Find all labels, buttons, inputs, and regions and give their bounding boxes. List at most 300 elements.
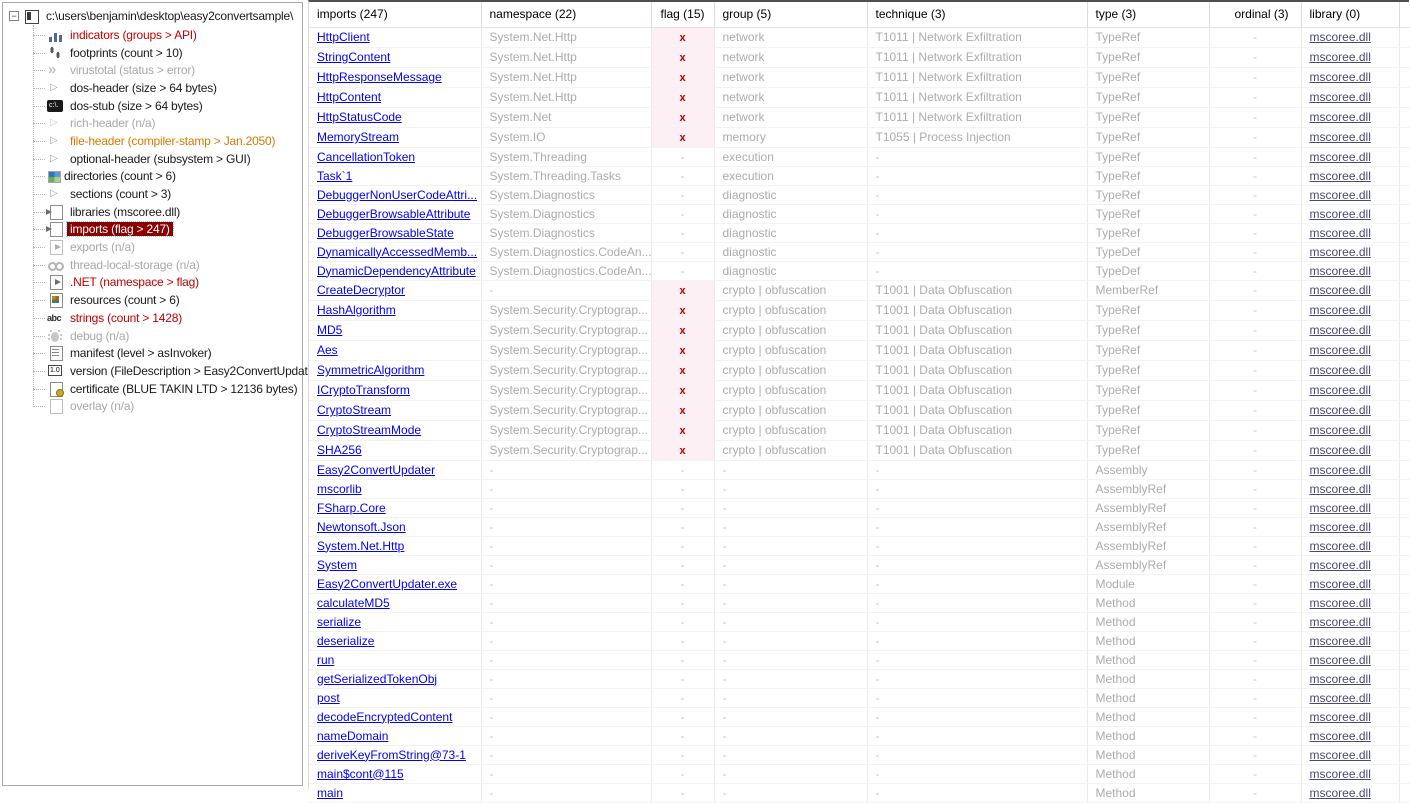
cell-import <box>309 612 481 631</box>
tree-item-rich-header[interactable] <box>3 114 302 132</box>
cell-library <box>1301 745 1399 764</box>
table-row[interactable] <box>309 280 1410 300</box>
table-row[interactable] <box>309 764 1410 783</box>
table-row[interactable] <box>309 47 1410 67</box>
namespace-value: System.Diagnostics <box>489 225 595 240</box>
cell-namespace <box>481 440 651 460</box>
table-row[interactable] <box>309 261 1410 280</box>
library-link[interactable]: mscoree.dll <box>1309 785 1371 800</box>
flag-x-marker: x <box>679 344 686 357</box>
type-value: TypeRef <box>1095 383 1141 397</box>
table-row[interactable] <box>309 783 1410 802</box>
table-row[interactable] <box>309 147 1410 166</box>
import-link[interactable]: main$cont@115 <box>317 766 404 781</box>
table-row[interactable] <box>309 420 1410 440</box>
tree-item-thread-local-storage[interactable] <box>3 256 302 274</box>
library-link[interactable]: mscoree.dll <box>1309 747 1371 762</box>
cell-flag <box>651 631 714 650</box>
cell-library <box>1301 555 1399 574</box>
tree-root-label: c:\users\benjamin\desktop\easy2convertsample\ <box>46 9 294 23</box>
imports-table-panel <box>308 0 1409 800</box>
cell-import <box>309 536 481 555</box>
tree-item-sections[interactable] <box>3 185 302 203</box>
cell-namespace <box>481 574 651 593</box>
ordinal-value: - <box>1253 633 1257 648</box>
column-header-technique[interactable]: technique (3) <box>867 2 1087 27</box>
cell-flag <box>651 242 714 261</box>
import-link[interactable]: CreateDecryptor <box>317 283 406 297</box>
type-value: TypeRef <box>1095 70 1141 84</box>
tree-item-dos-stub[interactable] <box>3 97 302 115</box>
namespace-value: System.Net.Http <box>489 50 577 64</box>
table-row[interactable] <box>309 67 1410 87</box>
cell-ordinal <box>1209 745 1301 764</box>
import-link[interactable]: SHA256 <box>317 443 362 457</box>
cell-technique <box>867 593 1087 612</box>
cell-namespace <box>481 204 651 223</box>
import-link[interactable]: calculateMD5 <box>317 595 390 610</box>
cell-library <box>1301 440 1399 460</box>
technique-value: - <box>875 747 880 762</box>
import-link[interactable]: DebuggerBrowsableAttribute <box>317 206 471 221</box>
group-value: crypto | obfuscation <box>722 363 827 377</box>
library-link[interactable]: mscoree.dll <box>1309 423 1371 437</box>
cell-flag <box>651 166 714 185</box>
tree-item-directories[interactable] <box>3 168 302 186</box>
table-row[interactable] <box>309 87 1410 107</box>
cell-library <box>1301 650 1399 669</box>
cell-library <box>1301 479 1399 498</box>
technique-value: - <box>875 652 880 667</box>
flag-x-marker: x <box>679 424 686 437</box>
table-row[interactable] <box>309 517 1410 536</box>
tree-item-optional-header[interactable] <box>3 150 302 168</box>
import-link[interactable]: Easy2ConvertUpdater <box>317 462 436 477</box>
cell-group <box>714 669 867 688</box>
table-row[interactable] <box>309 185 1410 204</box>
cell-group <box>714 498 867 517</box>
row-filler <box>1399 280 1410 300</box>
cell-ordinal <box>1209 47 1301 67</box>
import-link[interactable]: System.Net.Http <box>317 538 405 553</box>
cell-flag <box>651 300 714 320</box>
tree-item-exports[interactable] <box>3 238 302 256</box>
column-header-library[interactable]: library (0) <box>1301 2 1399 27</box>
import-link[interactable]: DynamicDependencyAttribute <box>317 263 476 278</box>
import-link[interactable]: run <box>317 652 335 667</box>
tree-root[interactable] <box>3 6 302 26</box>
namespace-value: - <box>489 538 494 553</box>
collapsed-arrow-icon <box>47 152 63 166</box>
type-value: TypeRef <box>1095 303 1141 317</box>
cell-group <box>714 380 867 400</box>
type-value: TypeRef <box>1095 206 1141 221</box>
ordinal-value: - <box>1253 500 1257 515</box>
ordinal-value: - <box>1253 403 1257 417</box>
library-link[interactable]: mscoree.dll <box>1309 244 1371 259</box>
namespace-value: - <box>489 595 494 610</box>
ordinal-value: - <box>1253 30 1257 44</box>
cell-namespace <box>481 612 651 631</box>
cell-flag <box>651 460 714 479</box>
type-value: TypeRef <box>1095 403 1141 417</box>
collapsed-arrow-icon <box>47 116 63 130</box>
cell-namespace <box>481 498 651 517</box>
library-link[interactable]: mscoree.dll <box>1309 690 1371 705</box>
namespace-value: System.Diagnostics.CodeAn... <box>489 244 652 259</box>
table-row[interactable] <box>309 127 1410 147</box>
table-row[interactable] <box>309 479 1410 498</box>
type-value: TypeRef <box>1095 90 1141 104</box>
import-link[interactable]: getSerializedTokenObj <box>317 671 438 686</box>
cell-library <box>1301 223 1399 242</box>
library-link[interactable]: mscoree.dll <box>1309 168 1371 183</box>
table-row[interactable] <box>309 745 1410 764</box>
library-link[interactable]: mscoree.dll <box>1309 225 1371 240</box>
table-row[interactable] <box>309 400 1410 420</box>
cell-technique <box>867 185 1087 204</box>
import-link[interactable]: DynamicallyAccessedMemb... <box>317 244 478 259</box>
row-filler <box>1399 745 1410 764</box>
import-link[interactable]: FSharp.Core <box>317 500 386 515</box>
import-link[interactable]: Aes <box>317 343 338 357</box>
tree-item-virustotal[interactable] <box>3 61 302 79</box>
cell-import <box>309 242 481 261</box>
cell-technique <box>867 688 1087 707</box>
namespace-value: - <box>489 671 494 686</box>
cell-technique <box>867 67 1087 87</box>
table-row[interactable] <box>309 300 1410 320</box>
import-link[interactable]: mscorlib <box>317 481 362 496</box>
library-link[interactable]: mscoree.dll <box>1309 206 1371 221</box>
type-value: TypeRef <box>1095 149 1141 164</box>
technique-value: - <box>875 557 880 572</box>
group-value: network <box>722 110 765 124</box>
tree-item-version[interactable] <box>3 362 308 380</box>
tree-item-resources[interactable] <box>3 291 302 309</box>
namespace-value: - <box>489 785 494 800</box>
cell-group <box>714 107 867 127</box>
group-value: execution <box>722 149 774 164</box>
ordinal-value: - <box>1253 70 1257 84</box>
group-value: - <box>722 519 727 534</box>
cell-technique <box>867 783 1087 802</box>
library-link[interactable]: mscoree.dll <box>1309 614 1371 629</box>
flag-empty: - <box>680 709 685 724</box>
group-value: - <box>722 747 727 762</box>
technique-value: - <box>875 690 880 705</box>
library-link[interactable]: mscoree.dll <box>1309 443 1371 457</box>
import-link[interactable]: HttpClient <box>317 30 370 44</box>
cell-technique <box>867 107 1087 127</box>
import-link[interactable]: CryptoStreamMode <box>317 423 422 437</box>
table-row[interactable] <box>309 631 1410 650</box>
library-link[interactable]: mscoree.dll <box>1309 671 1371 686</box>
technique-value: T1001 | Data Obfuscation <box>875 443 1013 457</box>
import-link[interactable]: Task`1 <box>317 168 353 183</box>
import-link[interactable]: nameDomain <box>317 728 389 743</box>
namespace-value: System.Security.Cryptograp... <box>489 323 648 337</box>
ordinal-value: - <box>1253 130 1257 144</box>
resources-icon <box>47 293 63 307</box>
table-row[interactable] <box>309 726 1410 745</box>
cell-technique <box>867 27 1087 47</box>
library-link[interactable]: mscoree.dll <box>1309 130 1371 144</box>
cell-flag <box>651 612 714 631</box>
import-link[interactable]: Easy2ConvertUpdater.exe <box>317 576 458 591</box>
library-link[interactable]: mscoree.dll <box>1309 633 1371 648</box>
import-link[interactable]: CancellationToken <box>317 149 416 164</box>
technique-value: - <box>875 671 880 686</box>
import-link[interactable]: HttpContent <box>317 90 382 104</box>
cell-technique <box>867 261 1087 280</box>
table-row[interactable] <box>309 380 1410 400</box>
table-row[interactable] <box>309 669 1410 688</box>
library-link[interactable]: mscoree.dll <box>1309 90 1371 104</box>
namespace-value: System.Security.Cryptograp... <box>489 303 648 317</box>
table-row[interactable] <box>309 593 1410 612</box>
group-value: diagnostic <box>722 206 777 221</box>
tree-item-label: optional-header (subsystem > GUI) <box>70 151 251 166</box>
library-link[interactable]: mscoree.dll <box>1309 576 1371 591</box>
import-link[interactable]: ICryptoTransform <box>317 383 410 397</box>
library-link[interactable]: mscoree.dll <box>1309 70 1371 84</box>
cell-import <box>309 688 481 707</box>
table-row[interactable] <box>309 612 1410 631</box>
cell-namespace <box>481 479 651 498</box>
namespace-value: System.Diagnostics <box>489 187 595 202</box>
table-row[interactable] <box>309 555 1410 574</box>
table-row[interactable] <box>309 166 1410 185</box>
tree-item-footprints[interactable] <box>3 44 302 62</box>
collapse-box-icon[interactable]: − <box>9 11 19 21</box>
tree-item-strings[interactable] <box>3 309 302 327</box>
import-link[interactable]: HttpResponseMessage <box>317 70 442 84</box>
import-link[interactable]: SymmetricAlgorithm <box>317 363 425 377</box>
namespace-value: - <box>489 652 494 667</box>
library-link[interactable]: mscoree.dll <box>1309 263 1371 278</box>
table-row[interactable] <box>309 440 1410 460</box>
import-link[interactable]: Newtonsoft.Json <box>317 519 406 534</box>
library-link[interactable]: mscoree.dll <box>1309 187 1371 202</box>
column-header-type[interactable]: type (3) <box>1087 2 1209 27</box>
tree-item-debug[interactable] <box>3 327 302 345</box>
import-link[interactable]: DebuggerNonUserCodeAttri... <box>317 187 478 202</box>
table-row[interactable] <box>309 340 1410 360</box>
cell-import <box>309 27 481 47</box>
table-row[interactable] <box>309 688 1410 707</box>
namespace-value: - <box>489 690 494 705</box>
cell-ordinal <box>1209 440 1301 460</box>
library-link[interactable]: mscoree.dll <box>1309 303 1371 317</box>
table-row[interactable] <box>309 223 1410 242</box>
table-row[interactable] <box>309 107 1410 127</box>
tree-item-libraries[interactable] <box>3 203 302 221</box>
type-value: TypeRef <box>1095 323 1141 337</box>
flag-empty: - <box>680 633 685 648</box>
cell-ordinal <box>1209 707 1301 726</box>
ordinal-value: - <box>1253 187 1257 202</box>
table-row[interactable] <box>309 27 1410 47</box>
library-link[interactable]: mscoree.dll <box>1309 283 1371 297</box>
type-value: AssemblyRef <box>1095 500 1167 515</box>
import-link[interactable]: CryptoStream <box>317 403 392 417</box>
row-filler <box>1399 127 1410 147</box>
cell-ordinal <box>1209 67 1301 87</box>
import-link[interactable]: decodeEncryptedContent <box>317 709 453 724</box>
row-filler <box>1399 261 1410 280</box>
table-row[interactable] <box>309 574 1410 593</box>
row-filler <box>1399 87 1410 107</box>
table-row[interactable] <box>309 360 1410 380</box>
library-link[interactable]: mscoree.dll <box>1309 595 1371 610</box>
cell-flag <box>651 517 714 536</box>
cell-flag <box>651 380 714 400</box>
import-link[interactable]: main <box>317 785 344 800</box>
cell-technique <box>867 166 1087 185</box>
row-filler <box>1399 242 1410 261</box>
cell-library <box>1301 280 1399 300</box>
import-link[interactable]: deriveKeyFromString@73-1 <box>317 747 466 762</box>
flag-empty: - <box>680 557 685 572</box>
cell-group <box>714 783 867 802</box>
cell-type <box>1087 440 1209 460</box>
tree-item-imports[interactable] <box>3 221 302 239</box>
group-value: network <box>722 90 765 104</box>
tree-item-overlay[interactable] <box>3 397 302 415</box>
library-link[interactable]: mscoree.dll <box>1309 149 1371 164</box>
technique-value: - <box>875 149 880 164</box>
technique-value: T1001 | Data Obfuscation <box>875 283 1013 297</box>
cell-group <box>714 340 867 360</box>
library-link[interactable]: mscoree.dll <box>1309 462 1371 477</box>
flag-empty: - <box>680 747 685 762</box>
library-link[interactable]: mscoree.dll <box>1309 652 1371 667</box>
import-link[interactable]: post <box>317 690 340 705</box>
cell-library <box>1301 27 1399 47</box>
column-header-import[interactable]: imports (247) <box>309 2 481 27</box>
cell-library <box>1301 460 1399 479</box>
flag-x-marker: x <box>679 131 686 144</box>
cell-technique <box>867 204 1087 223</box>
table-row[interactable] <box>309 707 1410 726</box>
library-link[interactable]: mscoree.dll <box>1309 538 1371 553</box>
import-link[interactable]: HashAlgorithm <box>317 303 396 317</box>
cell-technique <box>867 440 1087 460</box>
ordinal-value: - <box>1253 728 1257 743</box>
ordinal-value: - <box>1253 747 1257 762</box>
cell-ordinal <box>1209 320 1301 340</box>
library-link[interactable]: mscoree.dll <box>1309 323 1371 337</box>
import-link[interactable]: System <box>317 557 358 572</box>
tree-item-label: .NET (namespace > flag) <box>70 275 199 290</box>
cell-flag <box>651 574 714 593</box>
cell-import <box>309 400 481 420</box>
ordinal-value: - <box>1253 557 1257 572</box>
cell-group <box>714 517 867 536</box>
row-filler <box>1399 555 1410 574</box>
library-link[interactable]: mscoree.dll <box>1309 50 1371 64</box>
column-header-flag[interactable]: flag (15) <box>651 2 714 27</box>
library-link[interactable]: mscoree.dll <box>1309 110 1371 124</box>
console-icon <box>47 100 63 112</box>
group-value: crypto | obfuscation <box>722 323 827 337</box>
import-link[interactable]: MemoryStream <box>317 130 400 144</box>
library-link[interactable]: mscoree.dll <box>1309 343 1371 357</box>
import-link[interactable]: deserialize <box>317 633 375 648</box>
namespace-value: - <box>489 576 494 591</box>
table-row[interactable] <box>309 204 1410 223</box>
column-header-ordinal[interactable]: ordinal (3) <box>1209 2 1301 27</box>
tree-item-manifest[interactable] <box>3 344 302 362</box>
tree-item-net[interactable] <box>3 274 302 292</box>
tree-item-label: dos-stub (size > 64 bytes) <box>70 98 203 113</box>
import-link[interactable]: HttpStatusCode <box>317 110 402 124</box>
type-value: Method <box>1095 671 1136 686</box>
cell-import <box>309 67 481 87</box>
cell-namespace <box>481 67 651 87</box>
library-link[interactable]: mscoree.dll <box>1309 383 1371 397</box>
cell-library <box>1301 707 1399 726</box>
library-link[interactable]: mscoree.dll <box>1309 363 1371 377</box>
column-header-namespace[interactable]: namespace (22) <box>481 2 651 27</box>
tree-item-file-header[interactable] <box>3 132 302 150</box>
flag-x-marker: x <box>679 111 686 124</box>
tree-item-dos-header[interactable] <box>3 79 302 97</box>
cell-namespace <box>481 127 651 147</box>
library-link[interactable]: mscoree.dll <box>1309 728 1371 743</box>
import-link[interactable]: serialize <box>317 614 362 629</box>
ordinal-value: - <box>1253 50 1257 64</box>
table-row[interactable] <box>309 650 1410 669</box>
library-link[interactable]: mscoree.dll <box>1309 557 1371 572</box>
library-link[interactable]: mscoree.dll <box>1309 403 1371 417</box>
cell-namespace <box>481 631 651 650</box>
library-link[interactable]: mscoree.dll <box>1309 766 1371 781</box>
import-link[interactable]: MD5 <box>317 323 343 337</box>
tree-item-indicators[interactable] <box>3 26 302 44</box>
technique-value: - <box>875 633 880 648</box>
tree-item-label: libraries (mscoree.dll) <box>70 204 181 219</box>
library-link[interactable]: mscoree.dll <box>1309 500 1371 515</box>
table-row[interactable] <box>309 460 1410 479</box>
library-link[interactable]: mscoree.dll <box>1309 30 1371 44</box>
import-link[interactable]: DebuggerBrowsableState <box>317 225 454 240</box>
column-header-group[interactable]: group (5) <box>714 2 867 27</box>
cell-flag <box>651 127 714 147</box>
tree-item-certificate[interactable] <box>3 380 302 398</box>
library-link[interactable]: mscoree.dll <box>1309 709 1371 724</box>
technique-value: T1011 | Network Exfiltration <box>875 50 1022 64</box>
cell-library <box>1301 147 1399 166</box>
cell-library <box>1301 166 1399 185</box>
table-row[interactable] <box>309 498 1410 517</box>
ordinal-value: - <box>1253 303 1257 317</box>
table-row[interactable] <box>309 242 1410 261</box>
import-link[interactable]: StringContent <box>317 50 391 64</box>
cell-namespace <box>481 261 651 280</box>
library-link[interactable]: mscoree.dll <box>1309 481 1371 496</box>
tree-item-label: rich-header (n/a) <box>70 116 156 131</box>
table-row[interactable] <box>309 320 1410 340</box>
library-link[interactable]: mscoree.dll <box>1309 519 1371 534</box>
row-filler <box>1399 764 1410 783</box>
ordinal-value: - <box>1253 614 1257 629</box>
table-row[interactable] <box>309 536 1410 555</box>
cell-namespace <box>481 107 651 127</box>
group-value: diagnostic <box>722 187 777 202</box>
cell-type <box>1087 517 1209 536</box>
